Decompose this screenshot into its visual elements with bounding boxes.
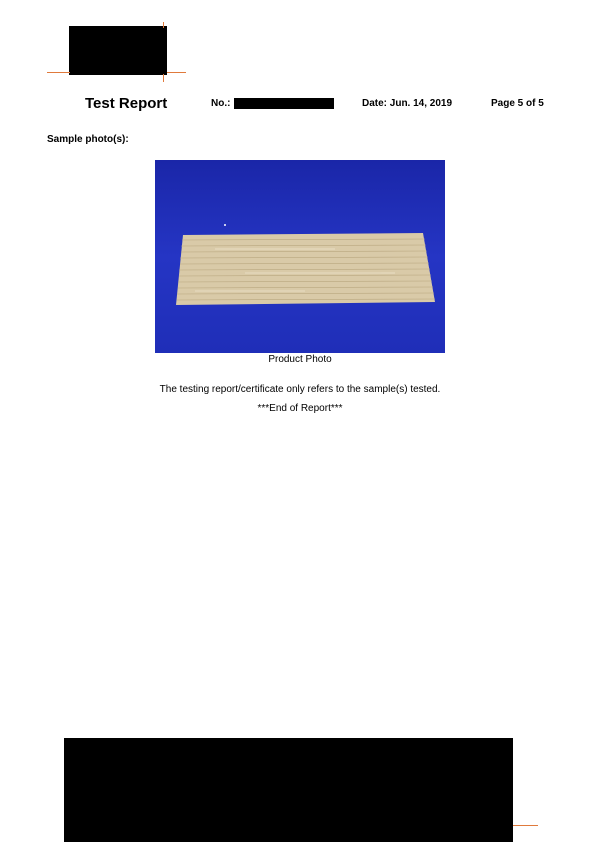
- page-indicator: Page 5 of 5: [491, 98, 544, 109]
- redacted-logo: [69, 26, 167, 75]
- photo-caption: Product Photo: [268, 354, 332, 365]
- report-title: Test Report: [85, 95, 168, 112]
- report-number-label: No.:: [211, 98, 231, 109]
- photo-speck: [224, 224, 226, 226]
- redacted-footer: [64, 738, 513, 842]
- header-accent-line-right: [167, 72, 186, 73]
- header-accent-line-left: [47, 72, 70, 73]
- end-of-report: ***End of Report***: [257, 403, 343, 414]
- report-date: Date: Jun. 14, 2019: [362, 98, 453, 109]
- header-accent-tick-bottom: [163, 74, 164, 82]
- product-photo-image: [155, 160, 445, 353]
- section-heading: Sample photo(s):: [47, 134, 129, 145]
- footer-accent-line: [513, 825, 538, 826]
- redacted-report-number: [234, 98, 334, 109]
- report-disclaimer: The testing report/certificate only refers to the sample(s) tested.: [159, 384, 441, 395]
- header-accent-tick-top: [163, 22, 164, 28]
- product-photo: [155, 160, 445, 353]
